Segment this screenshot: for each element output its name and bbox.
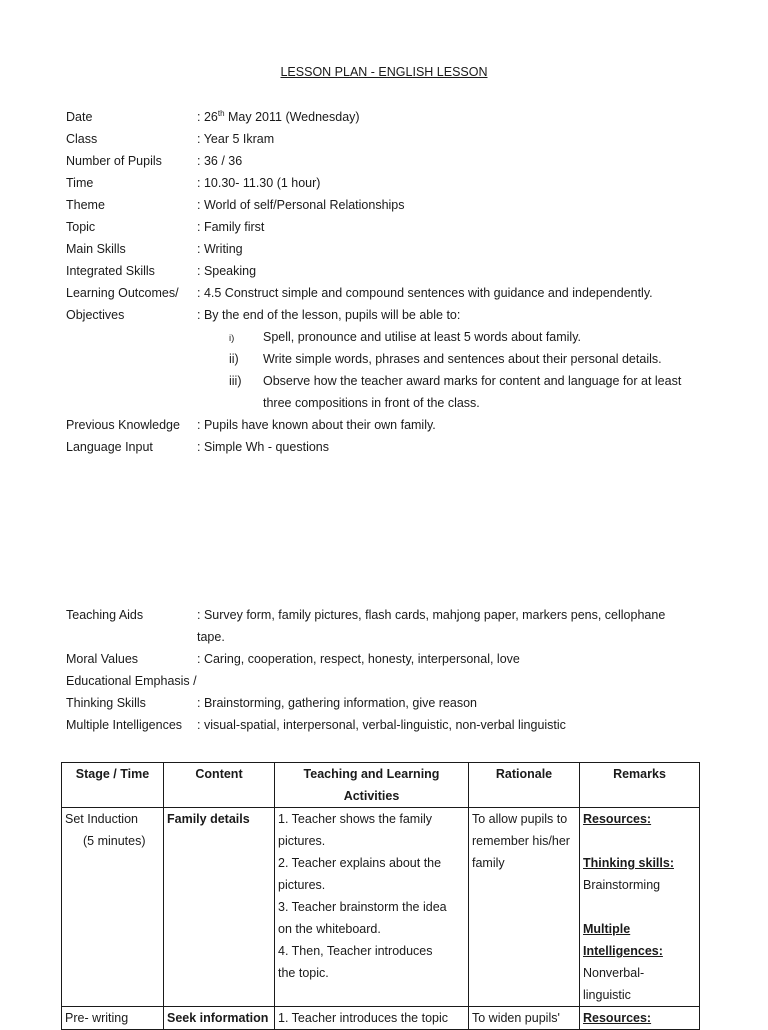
detail-label: Date xyxy=(66,110,93,124)
content-text: Family details xyxy=(167,812,250,826)
remarks-cell xyxy=(580,808,700,1007)
stage-cell xyxy=(62,808,164,1007)
detail-label: Topic xyxy=(66,220,96,234)
detail-value: : Family first xyxy=(197,220,265,234)
objective-text: Spell, pronounce and utilise at least 5 words about family. xyxy=(263,330,582,344)
objective-text: Observe how the teacher award marks for content and language for at least xyxy=(263,374,682,388)
activities-cell xyxy=(275,808,469,1007)
activity-line: 4. Then, Teacher introduces xyxy=(278,944,433,958)
rationale-line: remember his/her xyxy=(472,834,570,848)
detail-label: Time xyxy=(66,176,94,190)
detail-label: Objectives xyxy=(66,308,125,322)
header-remarks: Remarks xyxy=(580,763,700,808)
detail-label: Language Input xyxy=(66,440,153,454)
table-row xyxy=(62,1007,700,1030)
activity-line: 1. Teacher introduces the topic xyxy=(278,1011,449,1025)
remarks-mi-label: Multiple xyxy=(583,922,631,936)
detail-label: Previous Knowledge xyxy=(66,418,180,432)
activity-line: the topic. xyxy=(278,966,329,980)
content-text: Seek information xyxy=(167,1011,269,1025)
activity-line: 3. Teacher brainstorm the idea xyxy=(278,900,447,914)
detail-value: : Survey form, family pictures, flash cards, mahjong paper, markers pens, cellophane xyxy=(197,608,666,622)
detail-value: : World of self/Personal Relationships xyxy=(197,198,405,212)
detail-value: : Simple Wh - questions xyxy=(197,440,329,454)
detail-value: : 10.30- 11.30 (1 hour) xyxy=(197,176,321,190)
activity-line: 2. Teacher explains about the xyxy=(278,856,442,870)
header-rationale: Rationale xyxy=(469,763,580,808)
detail-value: : Brainstorming, gathering information, give reason xyxy=(197,696,478,710)
page-title: LESSON PLAN - ENGLISH LESSON xyxy=(280,65,488,79)
header-activities: Teaching and Learning Activities xyxy=(275,763,469,808)
rationale-line: To allow pupils to xyxy=(472,812,568,826)
activity-line: pictures. xyxy=(278,834,326,848)
detail-value: tape. xyxy=(197,630,225,644)
detail-value: : 26th May 2011 (Wednesday) xyxy=(197,108,360,124)
remarks-resources-label: Resources: xyxy=(583,812,652,826)
table-header-row xyxy=(62,763,700,808)
detail-value: : visual-spatial, interpersonal, verbal-linguistic, non-verbal linguistic xyxy=(197,718,566,732)
lesson-table xyxy=(61,762,700,1030)
detail-value: : 36 / 36 xyxy=(197,154,243,168)
activities-cell xyxy=(275,1007,469,1030)
detail-label: Main Skills xyxy=(66,242,126,256)
remarks-cell xyxy=(580,1007,700,1030)
remarks-resources-label: Resources: xyxy=(583,1011,652,1025)
remarks-thinking-label: Thinking skills: xyxy=(583,856,674,870)
detail-value: : Speaking xyxy=(197,264,257,278)
detail-value: : Writing xyxy=(197,242,243,256)
rationale-cell xyxy=(469,1007,580,1030)
stage-name: Pre- writing xyxy=(65,1011,129,1025)
detail-label: Integrated Skills xyxy=(66,264,155,278)
detail-label: Moral Values xyxy=(66,652,139,666)
remarks-thinking-value: Brainstorming xyxy=(583,878,661,892)
stage-name: Set Induction xyxy=(65,812,138,826)
activity-line: on the whiteboard. xyxy=(278,922,381,936)
rationale-line: To widen pupils' xyxy=(472,1011,560,1025)
content-cell xyxy=(164,1007,275,1030)
rationale-line: family xyxy=(472,856,505,870)
objective-number: ii) xyxy=(229,352,239,366)
remarks-mi-label: Intelligences: xyxy=(583,944,663,958)
detail-label: Theme xyxy=(66,198,105,212)
activity-line: 1. Teacher shows the family xyxy=(278,812,433,826)
detail-label: Class xyxy=(66,132,98,146)
detail-value: : Caring, cooperation, respect, honesty, interpersonal, love xyxy=(197,652,520,666)
detail-label: Learning Outcomes/ xyxy=(66,286,179,300)
table-row xyxy=(62,808,700,1007)
detail-label: Teaching Aids xyxy=(66,608,144,622)
detail-value: : Pupils have known about their own family. xyxy=(197,418,436,432)
header-stage-time: Stage / Time xyxy=(62,763,164,808)
detail-value: : Year 5 Ikram xyxy=(197,132,275,146)
detail-label: Multiple Intelligences xyxy=(66,718,183,732)
detail-label: Thinking Skills xyxy=(66,696,146,710)
activity-line: pictures. xyxy=(278,878,326,892)
content-cell xyxy=(164,808,275,1007)
objective-text: Write simple words, phrases and sentences about their personal details. xyxy=(263,352,662,366)
objective-number: iii) xyxy=(229,374,242,388)
objective-text: three compositions in front of the class. xyxy=(263,396,480,410)
stage-time: (5 minutes) xyxy=(83,834,146,848)
objective-number: i) xyxy=(229,333,235,344)
detail-label: Educational Emphasis / xyxy=(66,674,197,688)
header-content: Content xyxy=(164,763,275,808)
detail-value: : By the end of the lesson, pupils will be able to: xyxy=(197,308,461,322)
detail-value: : 4.5 Construct simple and compound sentences with guidance and independently. xyxy=(197,286,653,300)
remarks-mi-value: Nonverbal- xyxy=(583,966,645,980)
rationale-cell xyxy=(469,808,580,1007)
detail-label: Number of Pupils xyxy=(66,154,162,168)
stage-cell xyxy=(62,1007,164,1030)
remarks-mi-value: linguistic xyxy=(583,988,631,1002)
